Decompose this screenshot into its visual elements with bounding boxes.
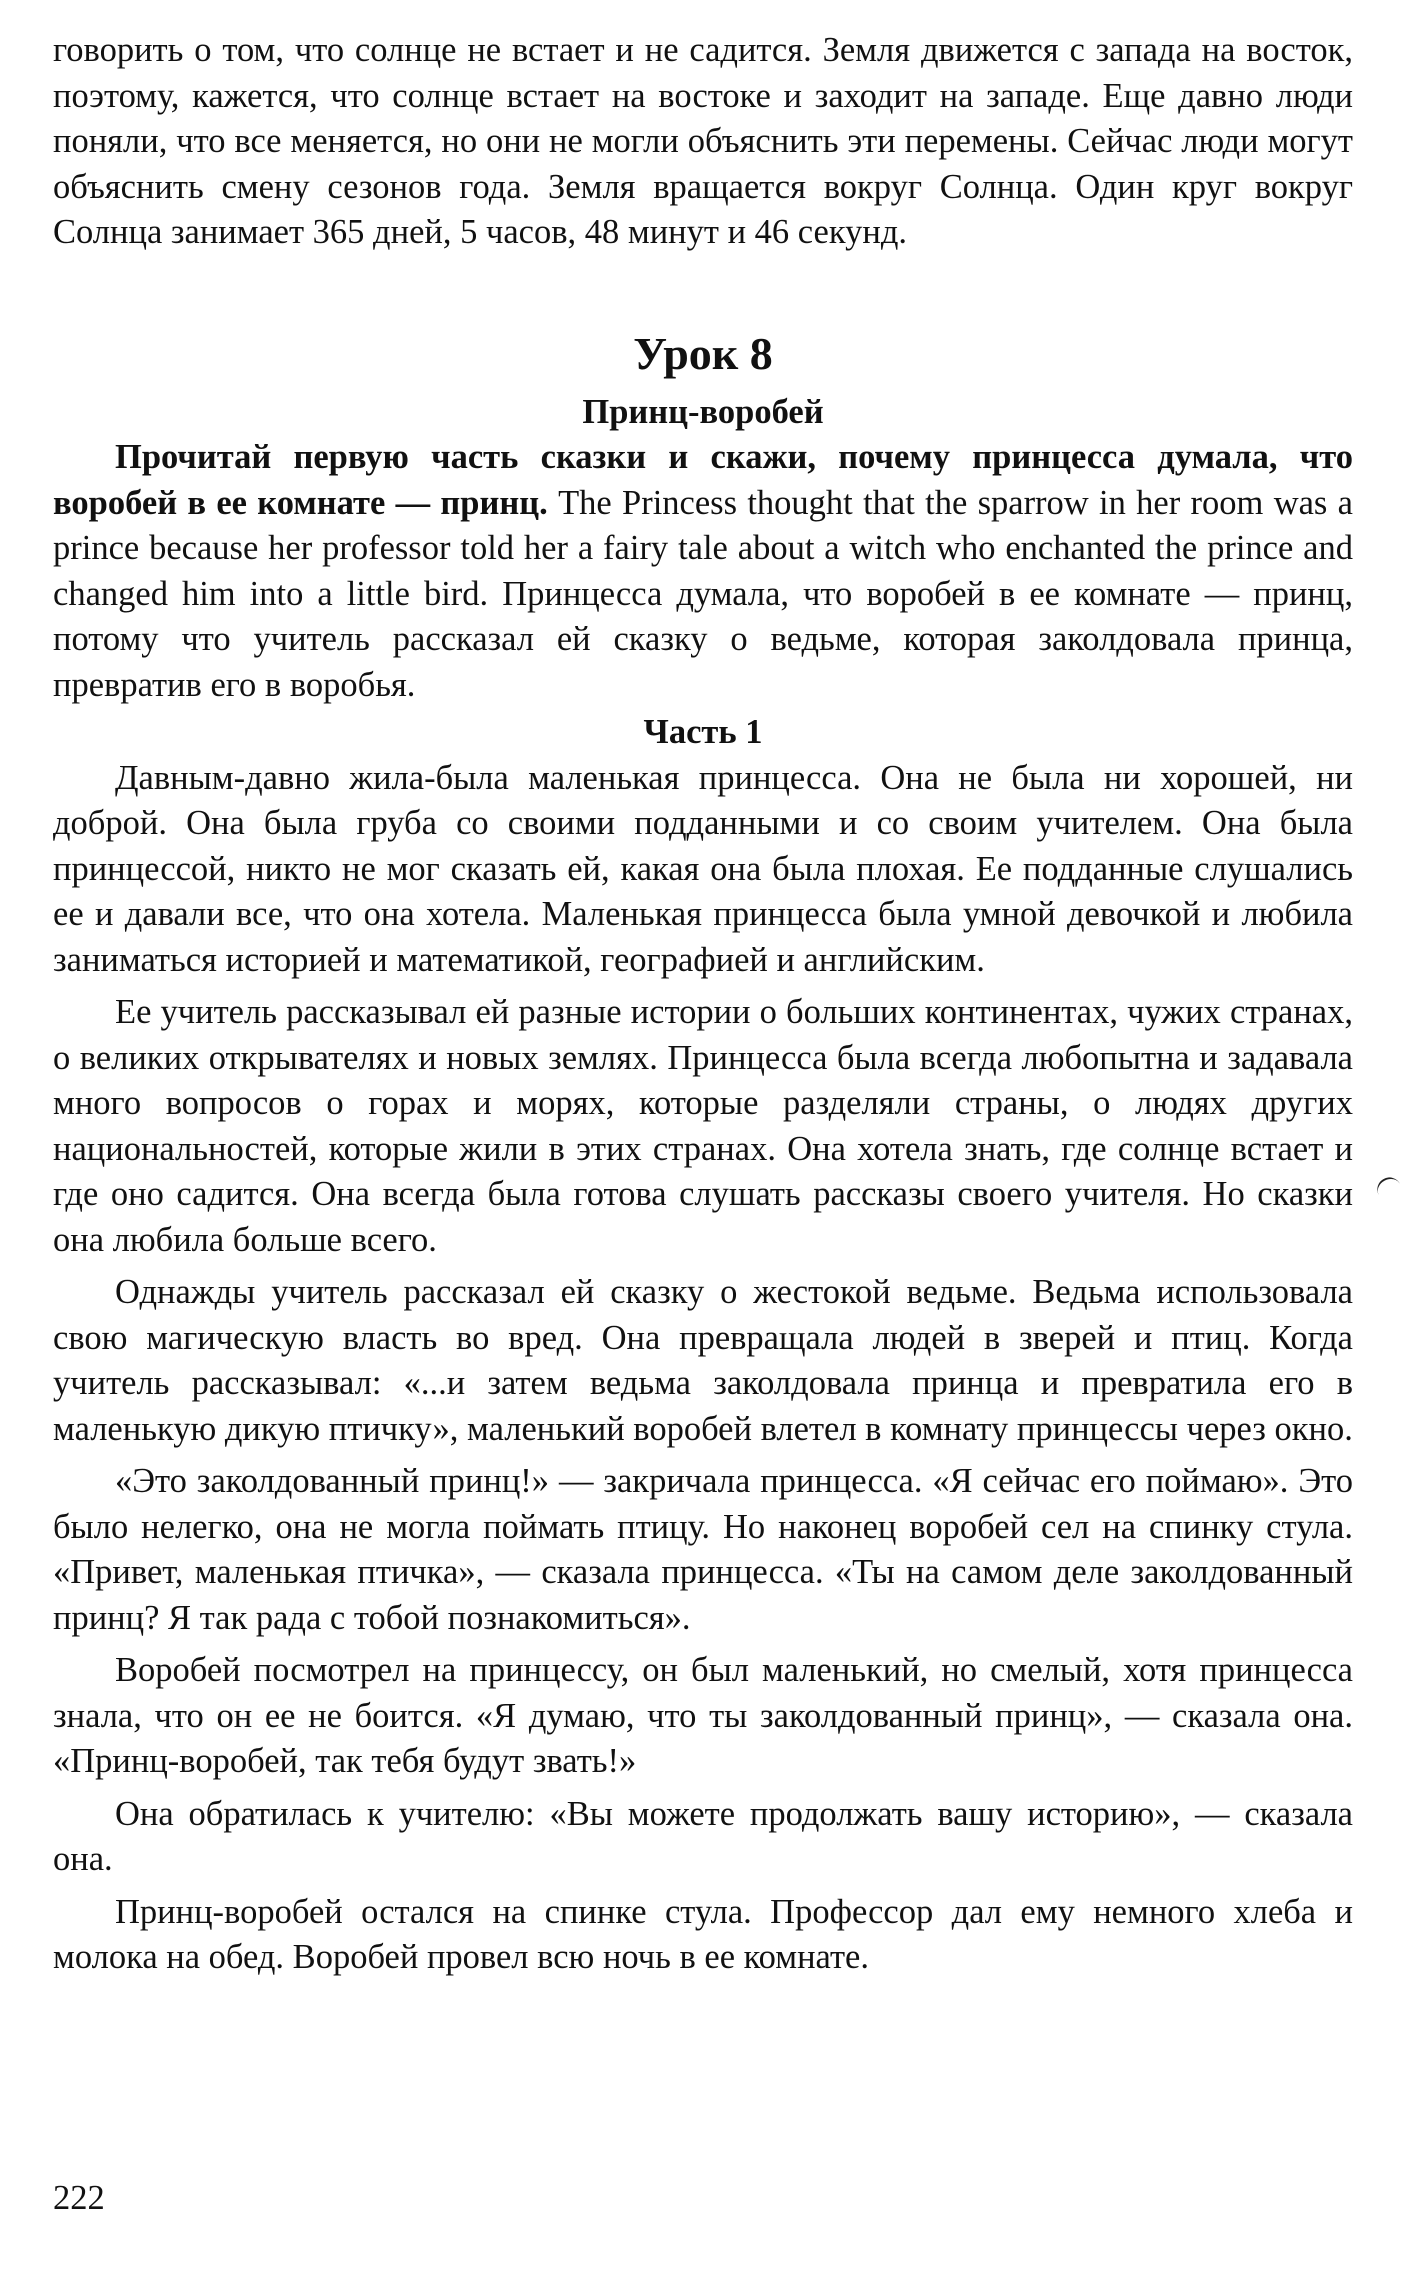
story-paragraph-3: Однажды учитель рассказал ей сказку о жестокой ведьме. Ведьма использовала свою магическую власть во вред. Она превращала людей в зверей и птиц. Когда учитель рассказывал: «...и затем ведьма заколдовала принца и превратила его в маленькую дикую птичку», маленький воробей влетел в комнату принцессы через окно.: [53, 1273, 1353, 1448]
story-paragraph-4: «Это заколдованный принц!» — закричала принцесса. «Я сейчас его поймаю». Это было нелегко, она не могла поймать птицу. Но наконец воробей сел на спинку стула. «Привет, маленькая птичка», — сказала принцесса. «Ты на самом деле заколдованный принц? Я так рада с тобой познакомиться».: [53, 1462, 1353, 1637]
story-paragraph-6: Она обратилась к учителю: «Вы можете продолжать вашу историю», — сказала она.: [53, 1794, 1353, 1878]
part-title: Часть 1: [643, 713, 763, 751]
intro-paragraph: говорить о том, что солнце не встает и не садится. Земля движется с запада на восток, поэтому, кажется, что солнце встает на востоке и заходит на западе. Еще давно люди поняли, что все меняется, но они не могли объяснить эти перемены. Сейчас люди могут объяснить смену сезонов года. Земля вращается вокруг Солнца. Один круг вокруг Солнца занимает 365 дней, 5 часов, 48 минут и 46 секунд.: [53, 31, 1353, 251]
story-paragraph-7: Принц-воробей остался на спинке стула. Профессор дал ему немного хлеба и молока на обед. Воробей провел всю ночь в ее комнате.: [53, 1892, 1353, 1976]
story-title: Принц-воробей: [582, 392, 824, 431]
page-content: [53, 28, 1353, 1981]
task-question: Прочитай первую часть сказки и скажи, почему принцесса думала, что воробей в ее комнате — принц.: [53, 438, 1353, 522]
page-number: 222: [53, 2179, 105, 2217]
task-answer: The Princess thought that the sparrow in her room was a prince because her professor told her a fairy tale about a witch who enchanted the prince and changed him into a little bird. Принцесса думала, что воробей в ее комнате — принц, потому что учитель рассказал ей сказку о ведьме, которая заколдовала принца, превратив его в воробья.: [53, 483, 1353, 704]
story-paragraph-2: Ее учитель рассказывал ей разные истории о больших континентах, чужих странах, о великих открывателях и новых землях. Принцесса была всегда любопытна и задавала много вопросов о горах и морях, которые разделяли страны, о людях других национальностей, которые жили в этих странах. Она хотела знать, где солнце встает и где оно садится. Она всегда была готова слушать рассказы своего учителя. Но сказки она любила больше всего.: [53, 993, 1353, 1259]
lesson-title: Урок 8: [633, 327, 773, 379]
margin-pencil-mark: [1373, 1173, 1401, 1197]
story-paragraph-5: Воробей посмотрел на принцессу, он был маленький, но смелый, хотя принцесса знала, что он ее не боится. «Я думаю, что ты заколдованный принц», — сказала она. «Принц-воробей, так тебя будут звать!»: [53, 1651, 1353, 1780]
story-paragraph-1: Давным-давно жила-была маленькая принцесса. Она не была ни хорошей, ни доброй. Она была груба со своими подданными и со своим учителем. Она была принцессой, никто не мог сказать ей, какая она была плохая. Ее подданные слушались ее и давали все, что она хотела. Маленькая принцесса была умной девочкой и любила заниматься историей и математикой, географией и английским.: [53, 758, 1353, 979]
task-paragraph: [53, 435, 1353, 708]
